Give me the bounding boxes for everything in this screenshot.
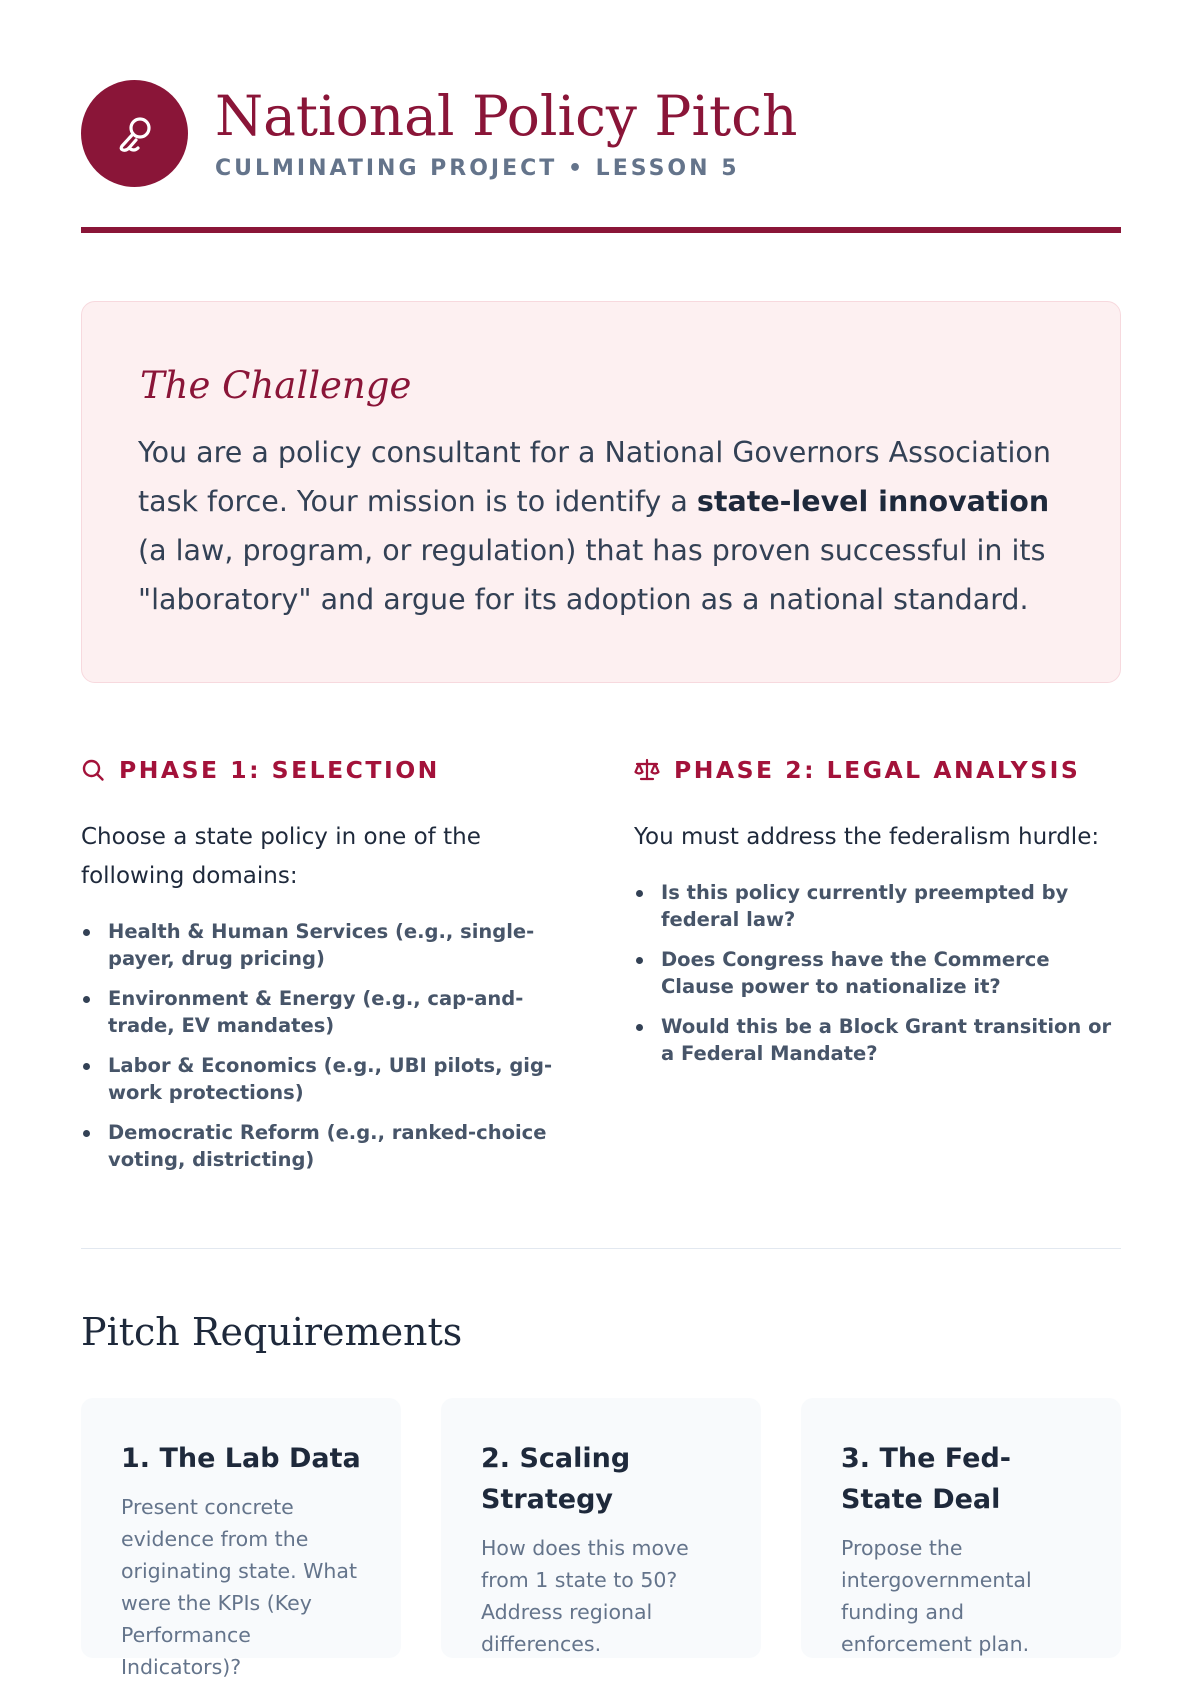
list-item: Health & Human Services (e.g., single-payer, drug pricing): [81, 918, 571, 972]
section-divider: [81, 1248, 1121, 1249]
microphone-icon: [112, 111, 158, 157]
list-item: Does Congress have the Commerce Clause power to nationalize it?: [634, 946, 1124, 1000]
card-title: 2. Scaling Strategy: [481, 1443, 631, 1515]
scale-icon: [634, 758, 660, 782]
phase-2-list: [634, 879, 1124, 1067]
list-item: Is this policy currently preempted by federal law?: [634, 879, 1124, 933]
logo-badge: [81, 80, 188, 187]
phase-1-intro: Choose a state policy in one of the following domains:: [81, 824, 481, 889]
page-title: National Policy Pitch: [215, 84, 798, 148]
card-text: Present concrete evidence from the originating state. What were the KPIs (Key Performance Indicators)?: [121, 1495, 358, 1679]
card-text: Propose the intergovernmental funding and enforcement plan.: [841, 1536, 1032, 1656]
phase-1-list: [81, 918, 571, 1173]
challenge-title: The Challenge: [140, 364, 412, 407]
requirement-card-scaling-strategy: [441, 1398, 761, 1658]
challenge-text-part: You are a policy consultant for a National Governors Association task force. Your mission is to identify a: [138, 436, 1051, 518]
phase-2-title: PHASE 2: LEGAL ANALYSIS: [674, 756, 1081, 784]
header-divider: [81, 227, 1121, 233]
header: [81, 80, 1121, 232]
search-icon: [81, 758, 105, 782]
card-title: 1. The Lab Data: [121, 1443, 361, 1474]
phase-1-heading: [81, 750, 571, 790]
list-item: Democratic Reform (e.g., ranked-choice voting, districting): [81, 1119, 571, 1173]
requirement-card-lab-data: [81, 1398, 401, 1679]
challenge-box: [81, 301, 1121, 683]
list-item: Environment & Energy (e.g., cap-and-trade, EV mandates): [81, 985, 571, 1039]
card-title: 3. The Fed-State Deal: [841, 1443, 1011, 1515]
phase-2-intro: You must address the federalism hurdle:: [634, 824, 1100, 850]
phase-2-heading: [634, 750, 1124, 790]
requirements-title: Pitch Requirements: [81, 1310, 463, 1354]
list-item: Labor & Economics (e.g., UBI pilots, gig-work protections): [81, 1052, 571, 1106]
challenge-text-part: (a law, program, or regulation) that has proven successful in its "laboratory" and argue for its adoption as a national standard.: [138, 534, 1046, 616]
phase-1-title: PHASE 1: SELECTION: [119, 756, 440, 784]
page-subtitle: CULMINATING PROJECT • LESSON 5: [215, 156, 740, 181]
card-text: How does this move from 1 state to 50? Address regional differences.: [481, 1536, 689, 1656]
requirement-card-fed-state-deal: [801, 1398, 1121, 1658]
challenge-text: [138, 428, 1064, 624]
phase-1-section: [81, 750, 571, 1186]
list-item: Would this be a Block Grant transition or a Federal Mandate?: [634, 1013, 1124, 1067]
phase-2-section: [634, 750, 1124, 1080]
challenge-text-emphasis: state-level innovation: [696, 485, 1050, 518]
